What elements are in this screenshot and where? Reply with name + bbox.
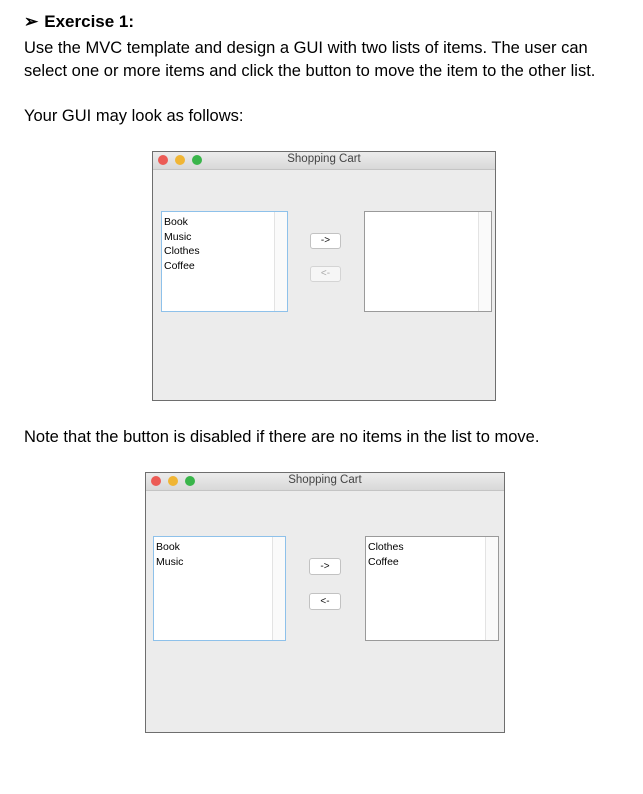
left-list-items xyxy=(164,215,200,273)
list-item[interactable]: Music xyxy=(156,555,184,568)
arrow-bullet-icon: ➢ xyxy=(24,12,39,31)
gui-intro-paragraph: Your GUI may look as follows: xyxy=(24,107,244,125)
title-bar xyxy=(153,152,495,170)
right-item-list[interactable] xyxy=(364,211,492,312)
window-title: Shopping Cart xyxy=(288,474,362,486)
left-item-list[interactable] xyxy=(153,536,286,641)
left-item-list[interactable] xyxy=(161,211,288,312)
move-left-button[interactable]: <- xyxy=(309,593,341,610)
move-right-button[interactable]: -> xyxy=(309,558,341,575)
exercise-heading xyxy=(24,12,134,32)
window-title: Shopping Cart xyxy=(287,153,361,165)
list-item[interactable]: Book xyxy=(156,541,180,553)
scrollbar[interactable] xyxy=(274,212,287,311)
shopping-cart-window-1 xyxy=(152,151,496,401)
intro-paragraph: Use the MVC template and design a GUI with two lists of items. The user can select one or more items and click the button to move the item to the other list. xyxy=(24,39,596,80)
move-right-button[interactable]: -> xyxy=(310,233,341,249)
title-bar xyxy=(146,473,504,491)
list-item[interactable]: Clothes xyxy=(368,541,404,553)
scrollbar[interactable] xyxy=(478,212,491,311)
shopping-cart-window-2 xyxy=(145,472,505,733)
list-item[interactable]: Music xyxy=(164,230,192,243)
list-item[interactable]: Clothes xyxy=(164,245,200,257)
heading-text: Exercise 1: xyxy=(44,12,135,31)
list-item[interactable]: Book xyxy=(164,216,188,228)
list-item[interactable]: Coffee xyxy=(368,555,399,568)
scrollbar[interactable] xyxy=(485,537,498,640)
right-item-list[interactable] xyxy=(365,536,499,641)
list-item[interactable]: Coffee xyxy=(164,259,195,272)
move-left-button[interactable]: <- xyxy=(310,266,341,282)
scrollbar[interactable] xyxy=(272,537,285,640)
left-list-items xyxy=(156,540,183,569)
disabled-note-paragraph: Note that the button is disabled if there are no items in the list to move. xyxy=(24,428,540,446)
right-list-items xyxy=(368,540,404,569)
